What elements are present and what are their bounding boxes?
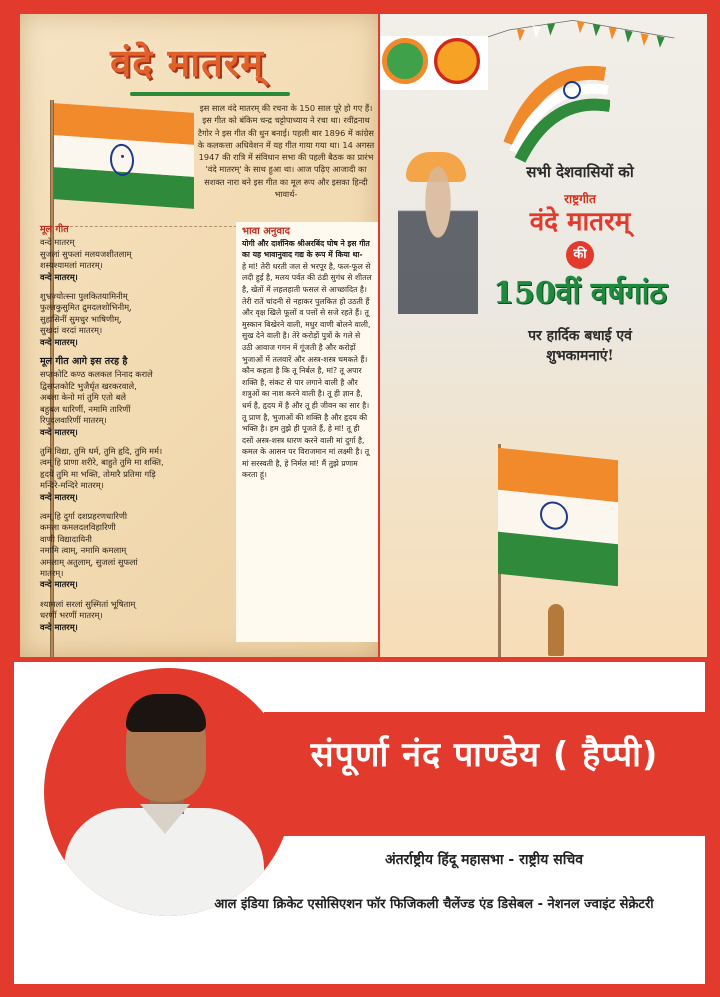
profile-card xyxy=(14,662,705,984)
original-heading: मूल गीत xyxy=(40,224,69,235)
child-silhouette xyxy=(548,604,564,656)
greeting-text xyxy=(460,162,700,366)
greeting-line-1: सभी देशवासियों को xyxy=(526,163,634,181)
tricolor-swirl-icon xyxy=(500,54,610,164)
indian-flag-icon xyxy=(40,100,190,208)
stanza-1: वन्दे मातरम् सुजलां सुफलां मलयजशीतलाम् शस्यश्यामलां मातरम्। वन्दे मातरम्। xyxy=(40,237,132,282)
greeting-line-2: राष्ट्रगीत xyxy=(564,192,596,206)
translation-heading: भावा अनुवाद xyxy=(242,226,290,237)
person-name: संपूर्णा नंद पाण्डेय ( हैप्पी) xyxy=(310,735,659,775)
profile-photo xyxy=(44,668,292,916)
flag-cloth xyxy=(54,103,194,209)
article-title: वंदे मातरम् xyxy=(110,40,265,85)
translation-lead: योगी और दार्शनिक श्रीअरबिंद घोष ने इस गीत का यह भावानुवाद गद्य के रूप में किया था- xyxy=(242,238,370,260)
stanza-3: सप्तकोटि कण्ठ कलकल निनाद कराले द्विसप्तकोटि भुजैर्धृत खरकरवाले, अबला केनो मां तुमि एतो बले बहुबल धारिणीं, नमामि तारिणीं रिपुदलवारिणीं मातरम्। वन्दे मातरम्। xyxy=(40,369,153,437)
waving-flag-icon xyxy=(498,448,618,611)
original-lyrics-column xyxy=(40,222,232,641)
hindu-mahasabha-logo-icon xyxy=(432,36,482,86)
title-underline xyxy=(130,92,290,96)
anniversary-text: 150वीं वर्षगांठ xyxy=(493,276,667,311)
translation-body: हे मां! तेरी धरती जल से भरपूर है, फल-फूल से लदी हुई है, मलय पर्वत की ठंडी सुगंध से शीतल है, खेतों में लहलहाती फसल से आच्छादित है। तेरी रातें चांदनी से नहाकर पुलकित हो उठती हैं और वृक्ष खिले फूलों व पत्तों से सजे रहते हैं। तू मुस्कान बिखेरने वाली, मधुर वाणी बोलने वाली, सुख देने वाली है। तेरे करोड़ों पुत्रों के गले से उठी आवाज गगन में गूंजती है और करोड़ों भुजाओं में तलवारें और अस्त्र-शस्त्र चमकते हैं। कौन कहता है कि तू निर्बल है, मां? तू अपार शक्ति है, संकट से पार लगाने वाली है और शत्रुओं का नाश करने वाली है। तू ही ज्ञान है, धर्म है, हृदय में है और तू ही जीवन का सार है। तू प्राण है, भुजाओं की शक्ति है और हृदय की भक्ति है। हम तुझे ही पूजते हैं, हे मां! तू ही दसों अस्त्र-शस्त्र धारण करने वाली मां दुर्गा है, कमल के आसन पर विराजमान मां लक्ष्मी है। तू मां सरस्वती है, हे निर्मल मां! मैं तुझे प्रणाम करता हूं। xyxy=(242,261,372,480)
continued-heading: मूल गीत आगे इस तरह है xyxy=(40,356,128,368)
ashoka-chakra-icon xyxy=(110,143,134,177)
role-cricket-association: आल इंडिया क्रिकेट एसोसिएशन फॉर फिजिकली चैलेंज्ड एंड डिसेबल - नेशनल ज्वाइंट सेक्रेटरी xyxy=(214,897,654,912)
role-hindu-mahasabha: अंतर्राष्ट्रीय हिंदू महासभा - राष्ट्रीय सचिव xyxy=(384,852,584,868)
greeting-line-3: वंदे मातरम् xyxy=(529,207,631,237)
article-intro: इस साल वंदे मातरम् की रचना के 150 साल पूरे हो गए हैं। इस गीत को बंकिम चन्द्र चट्टोपाध्याय ने रचा था। रवींद्रनाथ टैगोर ने इस गीत की धुन बनाई। पहली बार 1896 में कांग्रेस के कलकत्ता अधिवेशन में यह गीत गाया गया था। 14 अगस्त 1947 की रात्रि में संविधान सभा की पहली बैठक का प्रारंभ 'वंदे मातरम्' के साथ हुआ था। आज पढ़िए आजादी का सशक्त नारा बने इस गीत का मूल रूप और इसका हिन्दी भावार्थ- xyxy=(197,103,375,200)
greeting-poster xyxy=(380,14,707,657)
greeting-line-5: पर हार्दिक बधाई एवं शुभकामनाएं! xyxy=(528,328,632,364)
stanza-4: तुमि विद्या, तुमि धर्म, तुमि हृदि, तुमि मर्म। त्वम् हि प्राणा शरीरे, बाहुते तुमि मा शक्ति, हृदये तुमि मा भक्ति, तोमारै प्रतिमा गड़ि मन्दिरे-मन्दिरे मातरम्। वन्दे मातरम्। xyxy=(40,445,164,502)
stanza-5: त्वम् हि दुर्गा दशप्रहरणधारिणी कमला कमलदलविहारिणी वाणी विद्यादायिनी नमामि त्वाम्, नमामि कमलाम् अमलाम् अतुलाम्, सुजलां सुफलां मातरम्। वन्दे मातरम्। xyxy=(40,510,138,590)
stanza-6: श्यामलां सरलां सुस्मितां भूषिताम् धरणीं भरणीं मातरम्। वन्दे मातरम्। xyxy=(40,598,136,632)
bjp-lotus-logo-icon xyxy=(380,36,430,86)
stanza-2: शुभ्रज्योत्स्ना पुलकितयामिनीम् फुल्लकुसुमित द्रुमदलशोभिनीम्, सुहासिनीं सुमधुर भाषिणीम्, सुखदां वरदां मातरम्। वन्दे मातरम्। xyxy=(40,291,132,347)
translation-column xyxy=(236,222,378,642)
greeting-ki-badge: की xyxy=(566,241,594,269)
